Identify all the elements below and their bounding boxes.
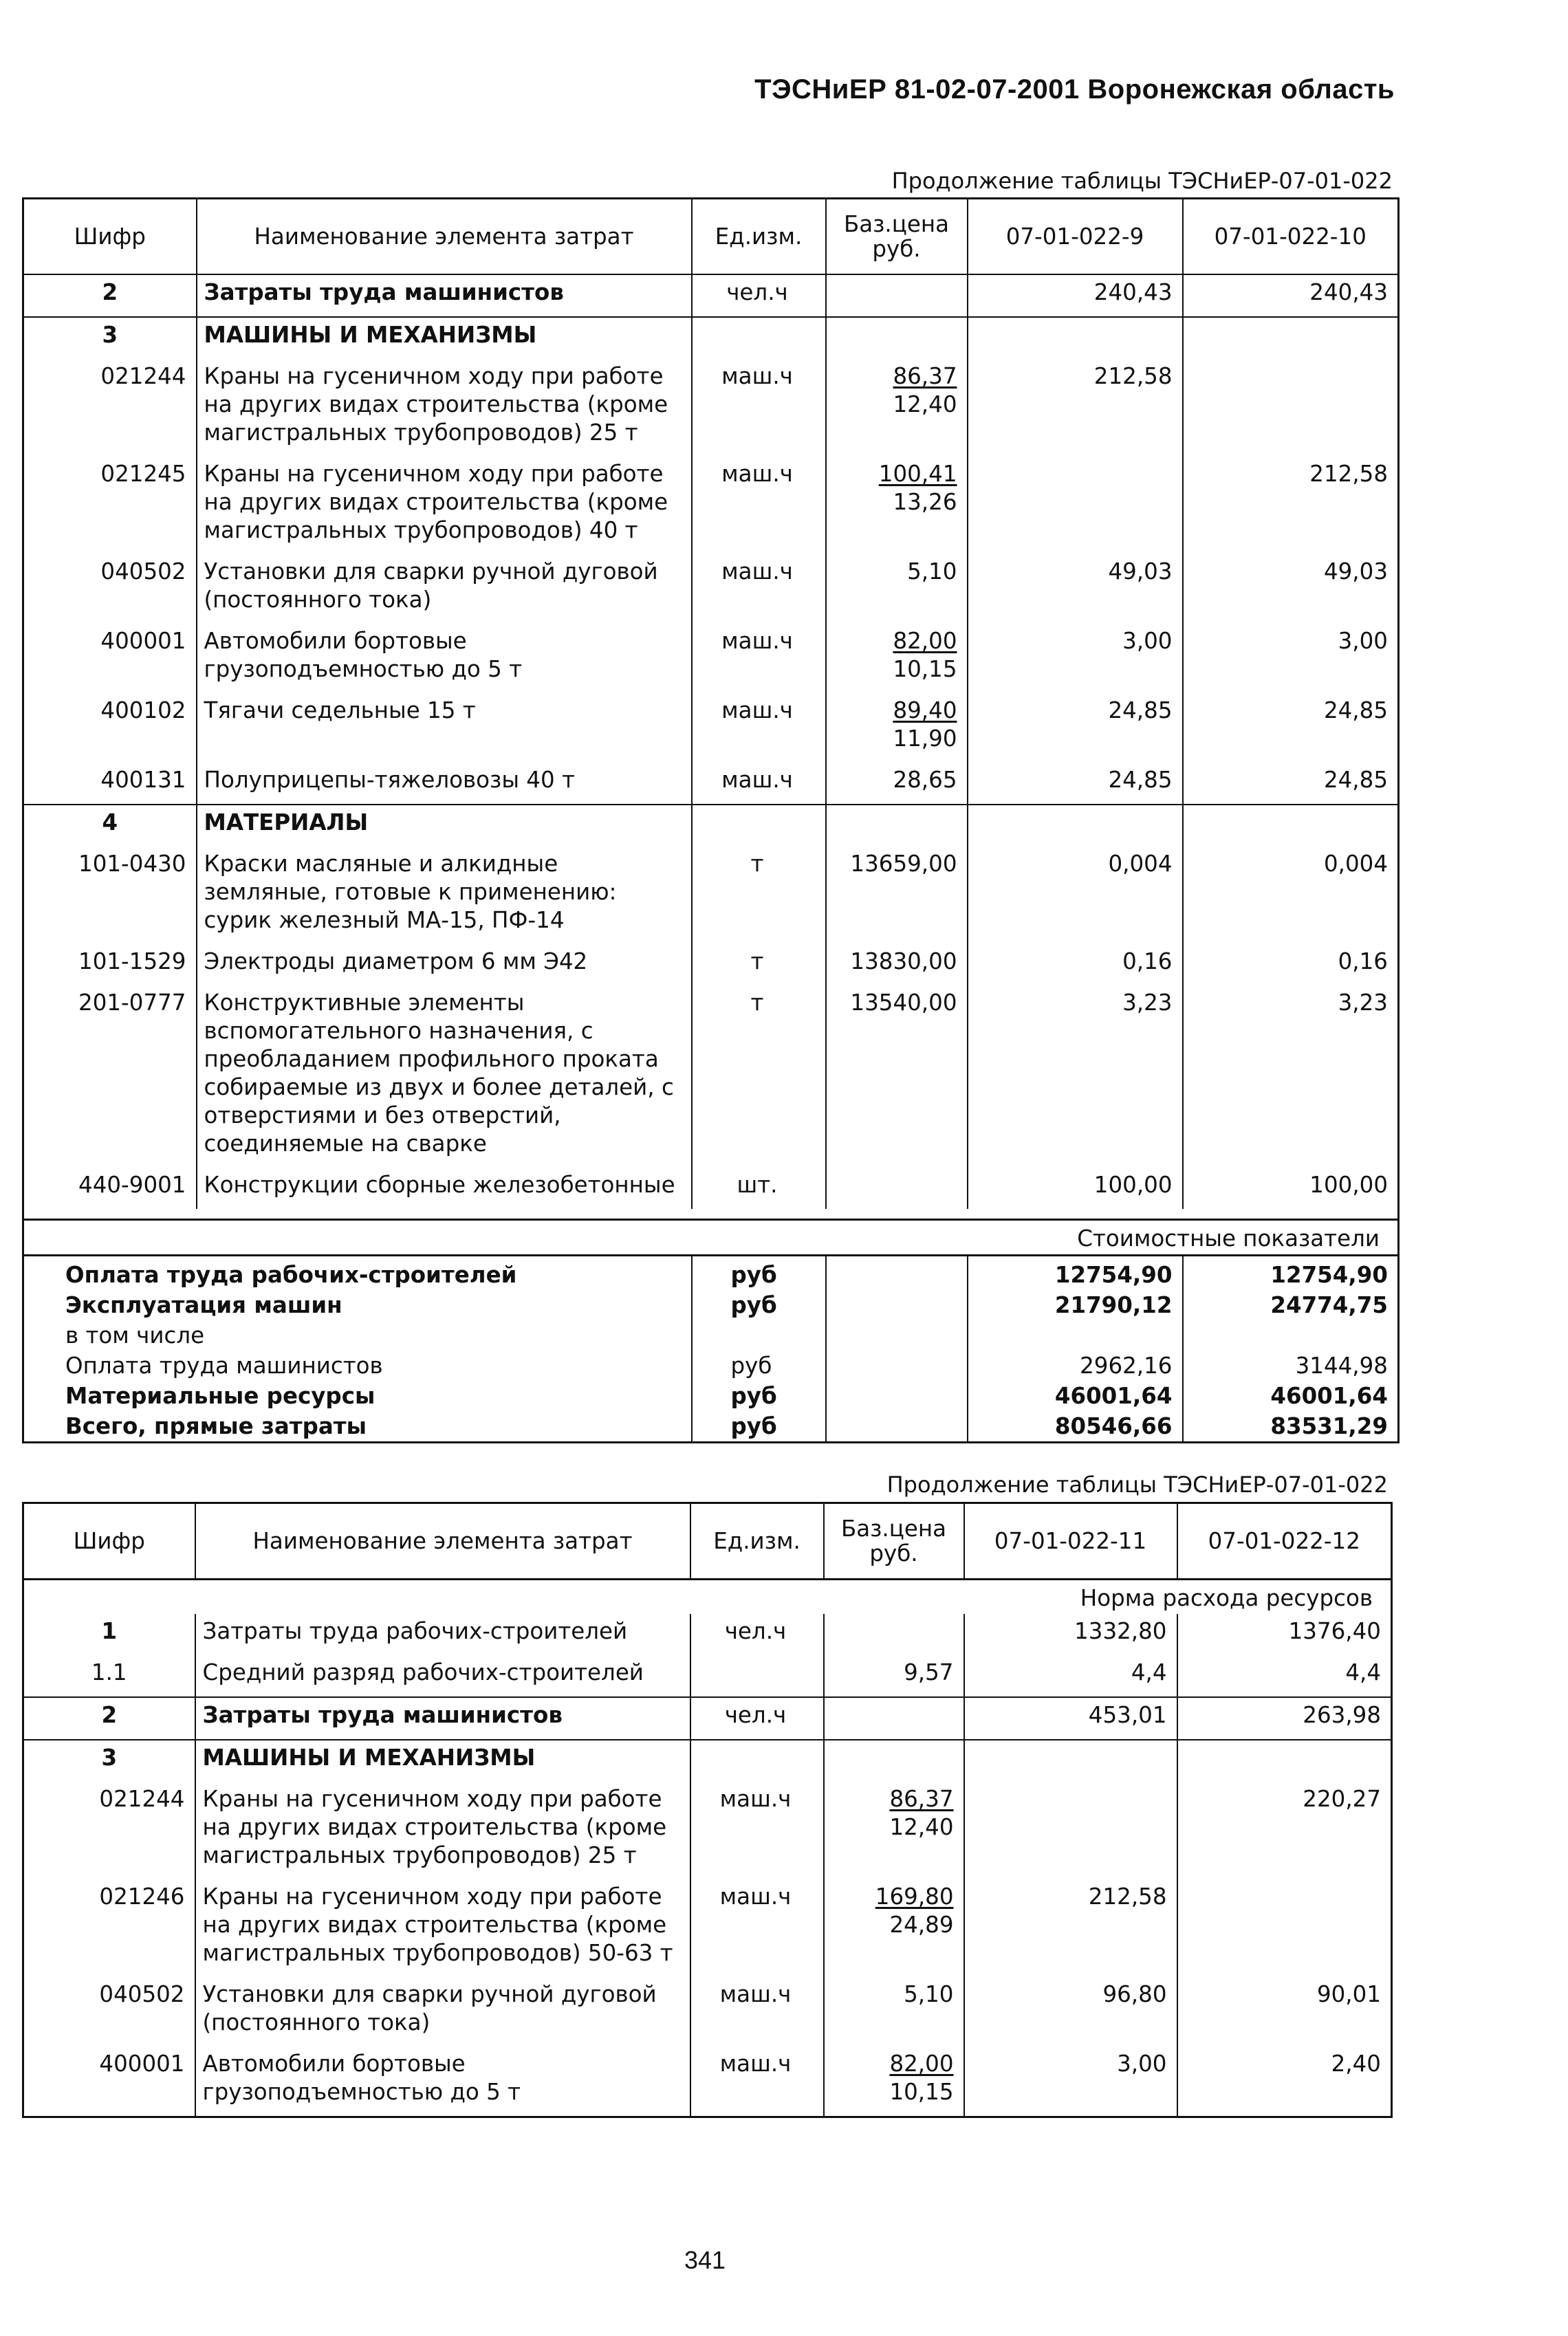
summary-row [23,1381,1399,1411]
cell-variant-1 [964,1782,1177,1879]
column-header-variant-1: 07-01-022-9 [968,199,1183,275]
cell-variant-2: 4,4 [1177,1655,1392,1697]
table-row [23,1655,1392,1697]
cell-price: 13659,00 [826,847,968,944]
cell-variant-1: 3,23 [968,985,1183,1168]
section-row [23,317,1399,359]
cell-name: Средний разряд рабочих-строителей [195,1655,690,1697]
cell-variant-1: 3,00 [968,624,1183,693]
table-row [23,554,1399,624]
summary-variant-1: 12754,90 [968,1256,1183,1291]
cell-price [826,359,968,457]
cell-name: Автомобили бортовые грузоподъемностью до 5 т [195,2046,690,2117]
price-wage: 12,40 [889,1814,954,1840]
table-row [23,2046,1392,2117]
cell-unit: маш.ч [690,1879,824,1977]
summary-unit: руб [692,1290,826,1320]
summary-variant-2: 12754,90 [1183,1256,1399,1291]
table-row [23,985,1399,1168]
price-wage: 10,15 [893,656,957,682]
cell-variant-1: 0,004 [968,847,1183,944]
cell-unit: т [692,944,826,985]
cell-code: 021245 [23,457,197,554]
cell-code: 201-0777 [23,985,197,1168]
summary-variant-2: 24774,75 [1183,1290,1399,1320]
column-header-variant-2: 07-01-022-10 [1183,199,1399,275]
summary-variant-1: 80546,66 [968,1411,1183,1443]
table-row [23,763,1399,805]
cell-name: Затраты труда рабочих-строителей [195,1614,690,1655]
cell-variant-2: 0,16 [1183,944,1399,985]
cell-variant-1: 24,85 [968,763,1183,805]
cell-name: Краны на гусеничном ходу при работе на других видах строительства (кроме магистральных трубопроводов) 50-63 т [195,1879,690,1977]
cell-variant-2: 3,00 [1183,624,1399,693]
summary-row [23,1351,1399,1381]
cell-unit: маш.ч [692,457,826,554]
table-row [23,624,1399,693]
cell-name: Конструкции сборные железобетонные [197,1168,692,1209]
cell-code: 400102 [23,693,197,763]
cell-empty [968,317,1183,359]
summary-variant-1: 2962,16 [968,1351,1183,1381]
cell-empty [964,1740,1177,1782]
cell-price: 13540,00 [826,985,968,1168]
cell-variant-1: 100,00 [968,1168,1183,1209]
summary-variant-2: 3144,98 [1183,1351,1399,1381]
cell-unit: чел.ч [692,274,826,317]
price-wage: 11,90 [893,725,957,752]
price-total: 89,40 [893,697,957,723]
table-2-caption: Продолжение таблицы ТЭСНиЕР-07-01-022 [886,1472,1388,1498]
cell-unit: т [692,985,826,1168]
cell-unit: маш.ч [690,1977,824,2046]
cell-name: МАШИНЫ И МЕХАНИЗМЫ [197,317,692,359]
column-header-price: Баз.цена руб. [824,1503,964,1580]
cell-unit [690,1655,824,1697]
table-row [23,1782,1392,1879]
cell-unit: чел.ч [690,1614,824,1655]
cell-name: Краны на гусеничном ходу при работе на других видах строительства (кроме магистральных трубопроводов) 25 т [195,1782,690,1879]
cell-price: 5,10 [826,554,968,624]
cell-variant-1: 96,80 [964,1977,1177,2046]
cell-variant-2: 49,03 [1183,554,1399,624]
table-header-row [23,1503,1392,1580]
cell-code: 2 [23,1697,195,1740]
summary-label: Материальные ресурсы [23,1381,692,1411]
price-total: 86,37 [893,363,957,389]
cell-variant-1: 1332,80 [964,1614,1177,1655]
cell-name: Затраты труда машинистов [197,274,692,317]
cell-name: Электроды диаметром 6 мм Э42 [197,944,692,985]
summary-unit [692,1320,826,1351]
cell-code: 040502 [23,1977,195,2046]
price-wage: 13,26 [893,489,957,515]
cell-name: Краски масляные и алкидные земляные, готовые к применению: сурик железный МА-15, ПФ-14 [197,847,692,944]
summary-variant-2 [1183,1320,1399,1351]
cell-code: 101-1529 [23,944,197,985]
cell-variant-2: 1376,40 [1177,1614,1392,1655]
cell-variant-2: 263,98 [1177,1697,1392,1740]
price-total: 82,00 [893,628,957,654]
table-row [23,359,1399,457]
column-header-variant-2: 07-01-022-12 [1177,1503,1392,1580]
cell-price [824,1614,964,1655]
cell-price [826,624,968,693]
cell-name: МАШИНЫ И МЕХАНИЗМЫ [195,1740,690,1782]
cell-empty [692,805,826,847]
cell-name: Установки для сварки ручной дуговой (постоянного тока) [195,1977,690,2046]
cell-empty [690,1740,824,1782]
cell-name: МАТЕРИАЛЫ [197,805,692,847]
cell-unit: шт. [692,1168,826,1209]
cell-price: 13830,00 [826,944,968,985]
cell-variant-2: 220,27 [1177,1782,1392,1879]
summary-label: Всего, прямые затраты [23,1411,692,1443]
cost-label-row [23,1220,1399,1256]
resource-table-1 [22,197,1400,1443]
cell-variant-1: 49,03 [968,554,1183,624]
cell-empty [1177,1740,1392,1782]
section-row [23,805,1399,847]
cell-empty [824,1740,964,1782]
summary-variant-2: 83531,29 [1183,1411,1399,1443]
column-header-unit: Ед.изм. [690,1503,824,1580]
table-1-body [23,274,1399,1443]
page-number: 341 [684,2246,726,2274]
column-header-code: Шифр [23,199,197,275]
cell-empty [1183,805,1399,847]
summary-label: Оплата труда машинистов [23,1351,692,1381]
cell-variant-2 [1183,359,1399,457]
cell-variant-2: 2,40 [1177,2046,1392,2117]
cell-variant-1: 240,43 [968,274,1183,317]
summary-variant-1 [968,1320,1183,1351]
summary-variant-2: 46001,64 [1183,1381,1399,1411]
cell-code: 3 [23,317,197,359]
cell-name: Краны на гусеничном ходу при работе на других видах строительства (кроме магистральных трубопроводов) 40 т [197,457,692,554]
summary-unit: руб [692,1381,826,1411]
price-wage: 24,89 [889,1912,954,1938]
cell-name: Автомобили бортовые грузоподъемностью до 5 т [197,624,692,693]
summary-price-empty [826,1256,968,1291]
cell-unit: маш.ч [692,693,826,763]
cell-name: Затраты труда машинистов [195,1697,690,1740]
cell-price [824,2046,964,2117]
cost-label: Стоимостные показатели [23,1220,1399,1256]
cell-price [826,1168,968,1209]
table-row [23,457,1399,554]
cell-variant-2: 24,85 [1183,763,1399,805]
resource-table-2 [22,1502,1393,2118]
cell-name: Краны на гусеничном ходу при работе на других видах строительства (кроме магистральных трубопроводов) 25 т [197,359,692,457]
table-2-body [23,1580,1392,2117]
summary-row [23,1320,1399,1351]
summary-unit: руб [692,1256,826,1291]
cell-code: 3 [23,1740,195,1782]
cell-variant-2: 100,00 [1183,1168,1399,1209]
cell-variant-2: 240,43 [1183,274,1399,317]
spacer-cell [23,1209,1399,1220]
summary-price-empty [826,1320,968,1351]
price-total: 169,80 [875,1884,954,1910]
cell-unit: маш.ч [692,554,826,624]
column-header-price: Баз.цена руб. [826,199,968,275]
cell-variant-1 [968,457,1183,554]
cell-price [824,1697,964,1740]
cell-variant-2: 0,004 [1183,847,1399,944]
section-row [23,1740,1392,1782]
page-header-title: ТЭСНиЕР 81-02-07-2001 Воронежская область [754,74,1395,105]
cell-variant-1: 212,58 [968,359,1183,457]
cell-variant-1: 24,85 [968,693,1183,763]
cell-price: 28,65 [826,763,968,805]
cell-variant-1: 0,16 [968,944,1183,985]
cell-variant-1: 3,00 [964,2046,1177,2117]
cell-variant-2: 3,23 [1183,985,1399,1168]
summary-price-empty [826,1411,968,1443]
summary-label: Эксплуатация машин [23,1290,692,1320]
cell-variant-2: 90,01 [1177,1977,1392,2046]
cell-price [824,1879,964,1977]
price-total: 100,41 [878,461,957,487]
cell-code: 400001 [23,2046,195,2117]
cell-code: 1.1 [23,1655,195,1697]
cell-unit: чел.ч [690,1697,824,1740]
cell-price [824,1782,964,1879]
cell-price [826,457,968,554]
table-row [23,847,1399,944]
cell-code: 4 [23,805,197,847]
cell-unit: маш.ч [690,1782,824,1879]
cell-code: 021246 [23,1879,195,1977]
table-header-row [23,199,1399,275]
cell-empty [692,317,826,359]
column-header-variant-1: 07-01-022-11 [964,1503,1177,1580]
column-header-unit: Ед.изм. [692,199,826,275]
norm-label-row [23,1580,1392,1615]
cell-unit: маш.ч [692,359,826,457]
cell-variant-2: 212,58 [1183,457,1399,554]
cell-variant-1: 4,4 [964,1655,1177,1697]
cell-name: Тягачи седельные 15 т [197,693,692,763]
cell-code: 1 [23,1614,195,1655]
cell-name: Полуприцепы-тяжеловозы 40 т [197,763,692,805]
cell-unit: маш.ч [692,763,826,805]
cell-code: 440-9001 [23,1168,197,1209]
spacer-row [23,1209,1399,1220]
column-header-name: Наименование элемента затрат [195,1503,690,1580]
summary-label: в том числе [23,1320,692,1351]
cell-variant-2: 24,85 [1183,693,1399,763]
table-row [23,1614,1392,1655]
summary-variant-1: 46001,64 [968,1381,1183,1411]
table-row [23,1168,1399,1209]
cell-code: 101-0430 [23,847,197,944]
table-row [23,274,1399,317]
cell-price [826,693,968,763]
summary-row [23,1411,1399,1443]
cell-variant-2 [1177,1879,1392,1977]
norm-label: Норма расхода ресурсов [23,1580,1392,1615]
cell-variant-1: 453,01 [964,1697,1177,1740]
column-header-name: Наименование элемента затрат [197,199,692,275]
cell-code: 021244 [23,359,197,457]
cell-empty [826,317,968,359]
cell-code: 2 [23,274,197,317]
cell-variant-1: 212,58 [964,1879,1177,1977]
summary-label: Оплата труда рабочих-строителей [23,1256,692,1291]
cell-code: 040502 [23,554,197,624]
summary-row [23,1256,1399,1291]
cell-empty [826,805,968,847]
summary-row [23,1290,1399,1320]
summary-variant-1: 21790,12 [968,1290,1183,1320]
summary-price-empty [826,1381,968,1411]
cell-name: Установки для сварки ручной дуговой (постоянного тока) [197,554,692,624]
cell-code: 400131 [23,763,197,805]
cell-name: Конструктивные элементы вспомогательного назначения, с преобладанием профильного проката собираемые из двух и более деталей, с отверстиями и без отверстий, соединяемые на сварке [197,985,692,1168]
summary-price-empty [826,1351,968,1381]
cell-empty [1183,317,1399,359]
table-row [23,1977,1392,2046]
table-row [23,944,1399,985]
price-total: 82,00 [889,2051,954,2077]
cell-price: 9,57 [824,1655,964,1697]
summary-unit: руб [692,1411,826,1443]
column-header-code: Шифр [23,1503,195,1580]
price-wage: 12,40 [893,391,957,417]
cell-unit: т [692,847,826,944]
cell-code: 400001 [23,624,197,693]
cell-empty [968,805,1183,847]
price-wage: 10,15 [889,2079,954,2105]
cell-price: 5,10 [824,1977,964,2046]
table-row [23,1697,1392,1740]
cell-code: 021244 [23,1782,195,1879]
summary-unit: руб [692,1351,826,1381]
table-1-caption: Продолжение таблицы ТЭСНиЕР-07-01-022 [891,168,1393,194]
cell-unit: маш.ч [690,2046,824,2117]
table-row [23,1879,1392,1977]
summary-price-empty [826,1290,968,1320]
cell-price [826,274,968,317]
price-total: 86,37 [889,1786,954,1812]
table-row [23,693,1399,763]
cell-unit: маш.ч [692,624,826,693]
